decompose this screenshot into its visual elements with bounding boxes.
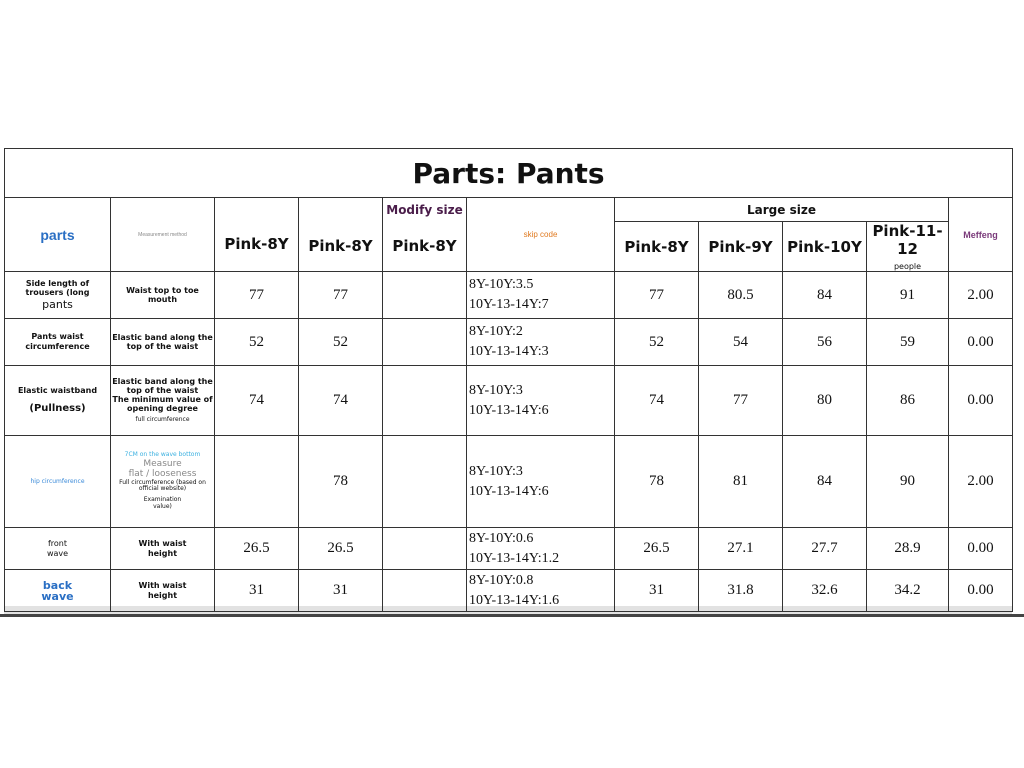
cell-col-6: 77 — [699, 366, 783, 436]
cell-col-7: 84 — [783, 436, 867, 528]
header-col-8 — [867, 222, 949, 272]
method-label — [111, 528, 215, 570]
cell-col-3 — [383, 366, 467, 436]
header-parts: parts — [5, 198, 111, 272]
method-line: top of the waist — [126, 342, 199, 351]
cell-col-2: 52 — [299, 319, 383, 366]
method-line: Full circumference (based on — [119, 478, 206, 486]
skip-code-line: 8Y-10Y:3 — [469, 382, 523, 398]
method-line: opening degree — [127, 404, 198, 414]
skip-code-line: 10Y-13-14Y:1.2 — [469, 550, 560, 566]
cell-col-2: 77 — [299, 272, 383, 319]
cell-col-2: 78 — [299, 436, 383, 528]
table-row — [5, 366, 1013, 436]
part-label-line: wave — [41, 589, 74, 603]
cell-col-1: 52 — [215, 319, 299, 366]
skip-code-cell — [467, 528, 615, 570]
cell-col-8: 90 — [867, 436, 949, 528]
cell-col-3 — [383, 272, 467, 319]
skip-code-cell — [467, 366, 615, 436]
page-title: Parts: Pants — [5, 149, 1013, 198]
cell-col-5: 74 — [615, 366, 699, 436]
cell-col-1 — [215, 436, 299, 528]
table-row — [5, 319, 1013, 366]
method-label — [111, 436, 215, 528]
cell-col-5: 26.5 — [615, 528, 699, 570]
skip-code-line: 10Y-13-14Y:6 — [469, 483, 549, 499]
method-line: The minimum value of — [112, 395, 213, 405]
method-label — [111, 366, 215, 436]
table-row — [5, 570, 1013, 612]
skip-code-line: 8Y-10Y:2 — [469, 324, 523, 340]
part-label-line: Pants waist — [31, 332, 84, 342]
method-line: 7CM on the wave bottom — [124, 450, 201, 458]
method-line: With waist — [138, 581, 187, 591]
skip-code-cell — [467, 272, 615, 319]
method-line: height — [147, 590, 178, 600]
method-line: height — [147, 548, 178, 558]
skip-code-line: 8Y-10Y:3.5 — [469, 277, 534, 293]
cell-col-9: 0.00 — [949, 570, 1013, 612]
cell-col-5: 78 — [615, 436, 699, 528]
part-label — [5, 528, 111, 570]
cell-col-5: 31 — [615, 570, 699, 612]
part-label-line: Side length of — [25, 278, 90, 288]
header-col-2: Pink-8Y — [299, 198, 383, 272]
cell-col-9: 0.00 — [949, 319, 1013, 366]
part-label-line: circumference — [25, 342, 90, 351]
header-col-6: Pink-9Y — [699, 222, 783, 272]
method-label — [111, 319, 215, 366]
method-line: Measure — [143, 458, 182, 469]
method-line: Waist top to toe — [126, 285, 199, 295]
header-col-3: Pink-8Y — [383, 222, 467, 272]
table-row — [5, 528, 1013, 570]
cell-col-2: 31 — [299, 570, 383, 612]
cell-col-1: 31 — [215, 570, 299, 612]
method-line: With waist — [138, 539, 187, 549]
table-row — [5, 436, 1013, 528]
method-line: value) — [153, 503, 172, 511]
part-label-line: pants — [42, 298, 73, 311]
size-chart-table — [4, 148, 1013, 612]
header-method: Measurement method — [111, 198, 215, 272]
cell-col-9: 0.00 — [949, 366, 1013, 436]
part-label-line: (Pullness) — [29, 403, 86, 415]
skip-code-cell — [467, 570, 615, 612]
skip-code-cell — [467, 436, 615, 528]
method-line: mouth — [147, 295, 178, 304]
cell-col-2: 74 — [299, 366, 383, 436]
title-row — [5, 149, 1013, 198]
method-line: Elastic band along the — [112, 376, 213, 386]
method-line: top of the waist — [126, 385, 199, 395]
cell-col-5: 77 — [615, 272, 699, 319]
cell-col-8: 28.9 — [867, 528, 949, 570]
cell-col-3 — [383, 570, 467, 612]
header-row-1 — [5, 198, 1013, 222]
header-col-7: Pink-10Y — [783, 222, 867, 272]
header-skip-code: skip code — [467, 198, 615, 272]
cell-col-9: 0.00 — [949, 528, 1013, 570]
cell-col-9: 2.00 — [949, 272, 1013, 319]
part-label — [5, 366, 111, 436]
part-label — [5, 436, 111, 528]
part-label — [5, 272, 111, 319]
cell-col-3 — [383, 319, 467, 366]
cell-col-3 — [383, 528, 467, 570]
part-label-line: trousers (long — [25, 288, 90, 298]
part-label-line: hip circumference — [30, 477, 85, 485]
skip-code-line: 8Y-10Y:3 — [469, 463, 523, 479]
cell-col-6: 27.1 — [699, 528, 783, 570]
method-line: flat / looseness — [128, 469, 197, 480]
part-label-line: front — [47, 538, 68, 548]
cell-col-6: 54 — [699, 319, 783, 366]
skip-code-line: 10Y-13-14Y:3 — [469, 344, 549, 359]
header-col-8-label: Pink-11-12 — [872, 222, 943, 258]
cell-col-8: 59 — [867, 319, 949, 366]
cell-col-5: 52 — [615, 319, 699, 366]
cell-col-3 — [383, 436, 467, 528]
method-label — [111, 570, 215, 612]
cell-col-7: 84 — [783, 272, 867, 319]
part-label — [5, 570, 111, 612]
part-label — [5, 319, 111, 366]
cell-col-8: 86 — [867, 366, 949, 436]
table-row — [5, 272, 1013, 319]
header-large-size: Large size — [615, 198, 949, 222]
skip-code-line: 10Y-13-14Y:6 — [469, 402, 549, 418]
header-col-8-sub: people — [893, 262, 922, 271]
header-modify-size: Modify size — [383, 198, 467, 222]
cell-col-8: 34.2 — [867, 570, 949, 612]
cell-col-6: 81 — [699, 436, 783, 528]
cell-col-6: 80.5 — [699, 272, 783, 319]
cell-col-6: 31.8 — [699, 570, 783, 612]
method-line: official website) — [138, 485, 187, 493]
part-label-line: Elastic waistband — [17, 385, 98, 395]
part-label-line: wave — [46, 548, 69, 558]
header-meffeng: Meffeng — [949, 198, 1013, 272]
bottom-divider — [0, 614, 1024, 617]
skip-code-line: 10Y-13-14Y:7 — [469, 297, 549, 312]
cell-col-1: 26.5 — [215, 528, 299, 570]
method-line: full circumference — [135, 416, 190, 424]
cell-col-1: 74 — [215, 366, 299, 436]
method-line: Examination — [143, 496, 182, 504]
skip-code-line: 10Y-13-14Y:1.6 — [469, 592, 560, 608]
cell-col-7: 27.7 — [783, 528, 867, 570]
cell-col-7: 80 — [783, 366, 867, 436]
header-col-1: Pink-8Y — [215, 198, 299, 272]
cell-col-8: 91 — [867, 272, 949, 319]
cell-col-9: 2.00 — [949, 436, 1013, 528]
method-label — [111, 272, 215, 319]
cell-col-2: 26.5 — [299, 528, 383, 570]
method-line: Elastic band along the — [112, 332, 213, 342]
skip-code-line: 8Y-10Y:0.8 — [469, 572, 534, 588]
cell-col-7: 32.6 — [783, 570, 867, 612]
cell-col-1: 77 — [215, 272, 299, 319]
cell-col-7: 56 — [783, 319, 867, 366]
part-label-line: back — [42, 578, 73, 592]
skip-code-line: 8Y-10Y:0.6 — [469, 530, 534, 546]
header-col-5: Pink-8Y — [615, 222, 699, 272]
skip-code-cell — [467, 319, 615, 366]
